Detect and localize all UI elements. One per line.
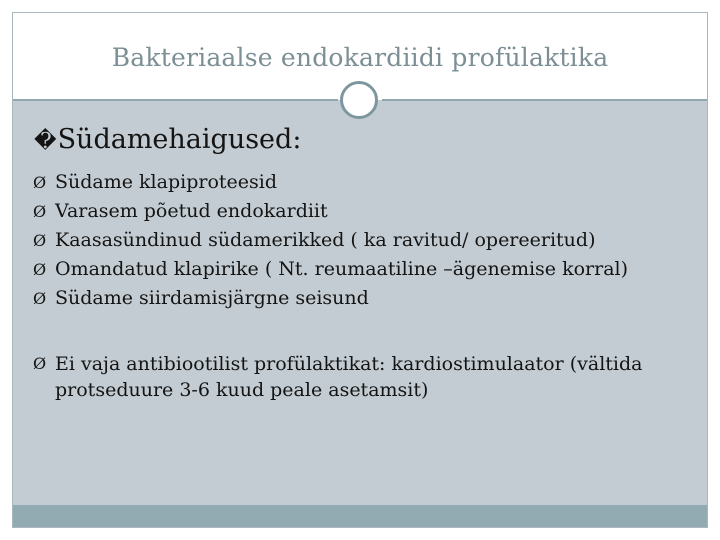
list-item-text: Ei vaja antibiootilist profülaktikat: kardiostimulaator (vältida protseduure 3-6 kuud peale asetamsit): [55, 353, 643, 401]
heading-bullet-icon: �: [34, 129, 57, 154]
slide-title: Bakteriaalse endokardiidi profülaktika: [111, 43, 609, 72]
arrow-bullet-icon: Ø: [33, 173, 47, 192]
list-item: [33, 284, 703, 313]
bullet-list: [33, 168, 703, 403]
arrow-bullet-icon: Ø: [33, 202, 47, 221]
footer-bar: [13, 505, 707, 527]
list-item-text: Omandatud klapirike ( Nt. reumaatiline –ägenemise korral): [55, 258, 629, 280]
arrow-bullet-icon: Ø: [33, 260, 47, 279]
heading-text: Südamehaigused:: [57, 124, 302, 155]
list-item-text: Varasem põetud endokardiit: [55, 200, 328, 222]
divider-line-left: [13, 99, 338, 101]
list-item: [33, 226, 703, 255]
list-item: [33, 168, 703, 197]
arrow-bullet-icon: Ø: [33, 354, 47, 373]
section-heading: [34, 124, 301, 155]
list-item: [33, 351, 703, 403]
arrow-bullet-icon: Ø: [33, 289, 47, 308]
list-item-text: Südame siirdamisjärgne seisund: [55, 287, 369, 309]
list-item-text: Kaasasündinud südamerikked ( ka ravitud/ opereeritud): [55, 229, 596, 251]
list-item-text: Südame klapiproteesid: [55, 171, 277, 193]
list-item: [33, 197, 703, 226]
divider-circle-icon: [340, 81, 378, 119]
divider-line-right: [382, 99, 707, 101]
list-item: [33, 255, 703, 284]
arrow-bullet-icon: Ø: [33, 231, 47, 250]
